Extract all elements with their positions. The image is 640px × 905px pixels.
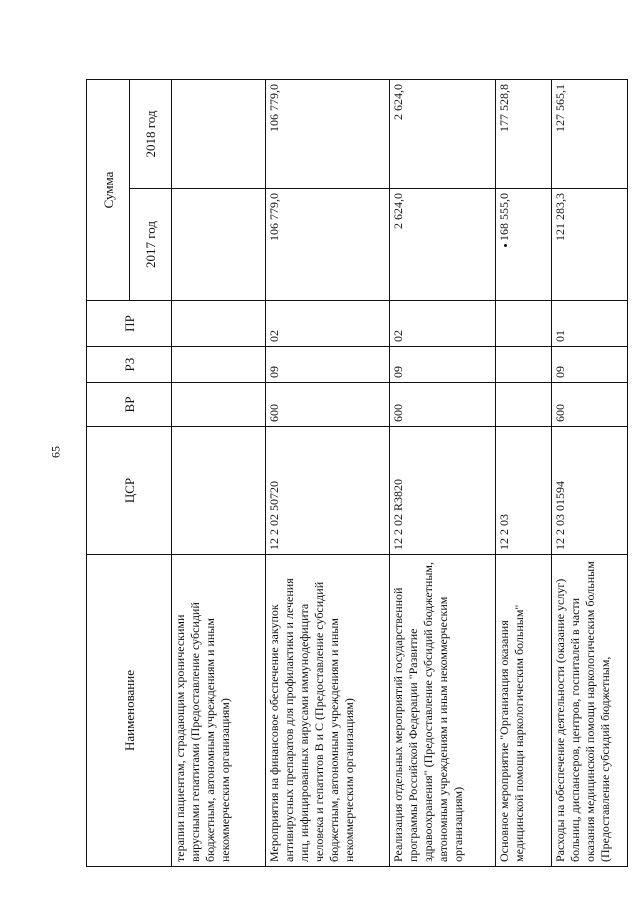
header-row-top	[87, 80, 130, 867]
row-name: Мероприятия на финансовое обеспечение закупок антивирусных препаратов для профилактики и лечения лиц, инфицированных вирусами иммунодефицита человека и гепатитов В и С (Предоставление субсидий бюджетным, автономным учреждениям и иным некоммерческим организациям)	[266, 555, 390, 867]
ink-dot	[504, 244, 507, 247]
table-row	[266, 80, 390, 867]
header-2017: 2017 год	[130, 189, 172, 301]
row-pr: 02	[266, 301, 390, 347]
budget-table	[86, 79, 628, 867]
row-pr	[172, 301, 266, 347]
header-sum: Сумма	[87, 80, 130, 301]
row-vr	[496, 383, 552, 427]
row-2018: 2 624,0	[390, 80, 496, 189]
row-2018: 106 779,0	[266, 80, 390, 189]
row-csr: 12 2 02 R3820	[390, 427, 496, 555]
row-vr	[172, 383, 266, 427]
row-2018: 127 565,1	[552, 80, 628, 189]
header-name: Наименование	[87, 555, 172, 867]
row-rz: 09	[266, 347, 390, 383]
row-rz	[172, 347, 266, 383]
row-2017	[172, 189, 266, 301]
rotated-page	[0, 68, 640, 905]
header-vr: ВР	[87, 383, 172, 427]
row-rz	[496, 347, 552, 383]
table-row	[172, 80, 266, 867]
row-csr: 12 2 03	[496, 427, 552, 555]
row-pr: 01	[552, 301, 628, 347]
row-csr	[172, 427, 266, 555]
row-csr: 12 2 02 50720	[266, 427, 390, 555]
row-2017-cell	[496, 189, 552, 301]
row-2017: 168 555,0	[497, 193, 511, 241]
row-pr	[496, 301, 552, 347]
row-2017: 106 779,0	[266, 189, 390, 301]
table-row	[552, 80, 628, 867]
table-row	[390, 80, 496, 867]
row-vr: 600	[390, 383, 496, 427]
row-2018: 177 528,8	[496, 80, 552, 189]
header-csr: ЦСР	[87, 427, 172, 555]
row-2017: 2 624,0	[390, 189, 496, 301]
page-number: 65	[48, 446, 63, 458]
row-2017: 121 283,3	[552, 189, 628, 301]
row-vr: 600	[266, 383, 390, 427]
header-pr: ПР	[87, 301, 172, 347]
row-name: Расходы на обеспечение деятельности (оказание услуг) больниц, диспансеров, центров, госпиталей в части оказания медицинской помощи наркологическим больным (Предоставление субсидий бюджетным,	[552, 555, 628, 867]
row-name: Основное мероприятие "Организация оказания медицинской помощи наркологическим больным"	[496, 555, 552, 867]
row-rz: 09	[390, 347, 496, 383]
header-2018: 2018 год	[130, 80, 172, 189]
row-vr: 600	[552, 383, 628, 427]
table-row	[496, 80, 552, 867]
row-2018	[172, 80, 266, 189]
row-name: терапии пациентам, страдающим хроническими вирусными гепатитами (Предоставление субсидий бюджетным, автономным учреждениям и иным некоммерческим организациям)	[172, 555, 266, 867]
row-rz: 09	[552, 347, 628, 383]
row-csr: 12 2 03 01594	[552, 427, 628, 555]
row-pr: 02	[390, 301, 496, 347]
row-name: Реализация отдельных мероприятий государственной программы Российской Федерации "Развитие здравоохранения" (Предоставление субсидий бюджетным, автономным учреждениям и иным некоммерческим организациям)	[390, 555, 496, 867]
header-rz: РЗ	[87, 347, 172, 383]
